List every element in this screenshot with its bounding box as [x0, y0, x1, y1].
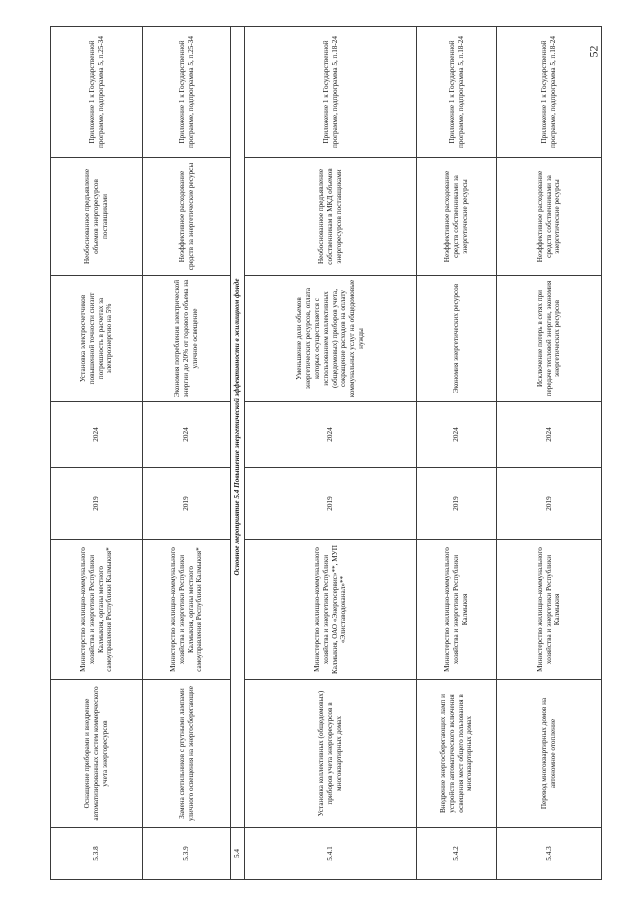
non-implementation-consequence: Неэффективное расходование средств собственниками за энергетические ресурсы — [497, 158, 602, 276]
expected-result: Установка электросчетчиков повышенной точности снизит погрешность в расчетах за электроэнергию на 5% — [51, 276, 143, 402]
indicator-link: Приложение 1 к Государственной программе, подпрограмма 5, п.25-34 — [51, 27, 143, 158]
table-row — [497, 27, 602, 880]
start-year: 2019 — [417, 468, 497, 540]
expected-result: Экономия потребления электрической энергии до 20% от годового объема на уличное освещение — [143, 276, 231, 402]
row-number: 5.4.1 — [245, 828, 417, 880]
measure-name: Замена светильников с ртутными лампами уличного освещения на энергосберегающие — [143, 680, 231, 828]
rotated-page — [50, 27, 601, 880]
indicator-link: Приложение 1 к Государственной программе, подпрограмма 5, п.18-24 — [417, 27, 497, 158]
executor: Министерство жилищно-коммунального хозяйства и энергетики Республики Калмыкия, органы местного самоуправления Республики Калмыкия* — [143, 540, 231, 680]
expected-result: Уменьшение доли объемов энергетических ресурсов, оплата которых осуществляется с использованием коллективных (общедомовых) приборов учета, сокращение расходов на оплату коммунальных услуг на общедомовые нужды — [245, 276, 417, 402]
indicator-link: Приложение 1 к Государственной программе, подпрограмма 5, п.18-24 — [497, 27, 602, 158]
expected-result: Исключение потерь в сетях при передаче тепловой энергии, экономия энергетических ресурсов — [497, 276, 602, 402]
start-year: 2019 — [51, 468, 143, 540]
non-implementation-consequence: Неэффективное расходование средств собственниками за энергетические ресурсы — [417, 158, 497, 276]
table-row — [51, 27, 143, 880]
start-year: 2019 — [143, 468, 231, 540]
section-title: Основное мероприятие 5.4 Повышение энергетической эффективности в жилищном фонде — [231, 27, 245, 828]
table-row — [143, 27, 231, 880]
executor: Министерство жилищно-коммунального хозяйства и энергетики Республики Калмыкия, ОАО «Энергосервис»**, МУП «Элиставодоканал»** — [245, 540, 417, 680]
start-year: 2019 — [497, 468, 602, 540]
indicator-link: Приложение 1 к Государственной программе, подпрограмма 5, п.25-34 — [143, 27, 231, 158]
start-year: 2019 — [245, 468, 417, 540]
measure-name: Перевод многоквартирных домов на автономное отопление — [497, 680, 602, 828]
table-row — [245, 27, 417, 880]
measure-name: Установка коллективных (общедомовых) приборов учета энергоресурсов в многоквартирных домах — [245, 680, 417, 828]
executor: Министерство жилищно-коммунального хозяйства и энергетики Республики Калмыкия — [417, 540, 497, 680]
end-year: 2024 — [245, 402, 417, 468]
non-implementation-consequence: Необоснованное предъявление объемов энергоресурсов поставщиками — [51, 158, 143, 276]
measure-name: Оснащение приборами и внедрение автоматизированных систем коммерческого учета энергоресурсов — [51, 680, 143, 828]
non-implementation-consequence: Необоснованное предъявление собственникам в МКД объемов энергоресурсов поставщиками — [245, 158, 417, 276]
non-implementation-consequence: Неэффективное расходование средств за энергетические ресурсы — [143, 158, 231, 276]
row-number: 5.4.3 — [497, 828, 602, 880]
end-year: 2024 — [143, 402, 231, 468]
program-measures-table — [50, 26, 602, 880]
end-year: 2024 — [417, 402, 497, 468]
end-year: 2024 — [51, 402, 143, 468]
row-number: 5.3.9 — [143, 828, 231, 880]
row-number: 5.4.2 — [417, 828, 497, 880]
executor: Министерство жилищно-коммунального хозяйства и энергетики Республики Калмыкия — [497, 540, 602, 680]
executor: Министерство жилищно-коммунального хозяйства и энергетики Республики Калмыкия, органы местного самоуправления Республики Калмыкия* — [51, 540, 143, 680]
section-number: 5.4 — [231, 828, 245, 880]
end-year: 2024 — [497, 402, 602, 468]
table-row — [417, 27, 497, 880]
page-number: 52 — [586, 45, 601, 58]
expected-result: Экономия энергетических ресурсов — [417, 276, 497, 402]
row-number: 5.3.8 — [51, 828, 143, 880]
indicator-link: Приложение 1 к Государственной программе, подпрограмма 5, п.18-24 — [245, 27, 417, 158]
section-header-row — [231, 27, 245, 880]
measure-name: Внедрение энергосберегающих ламп и устройств автоматического включения освещения мест общего пользования в многоквартирных домах — [417, 680, 497, 828]
